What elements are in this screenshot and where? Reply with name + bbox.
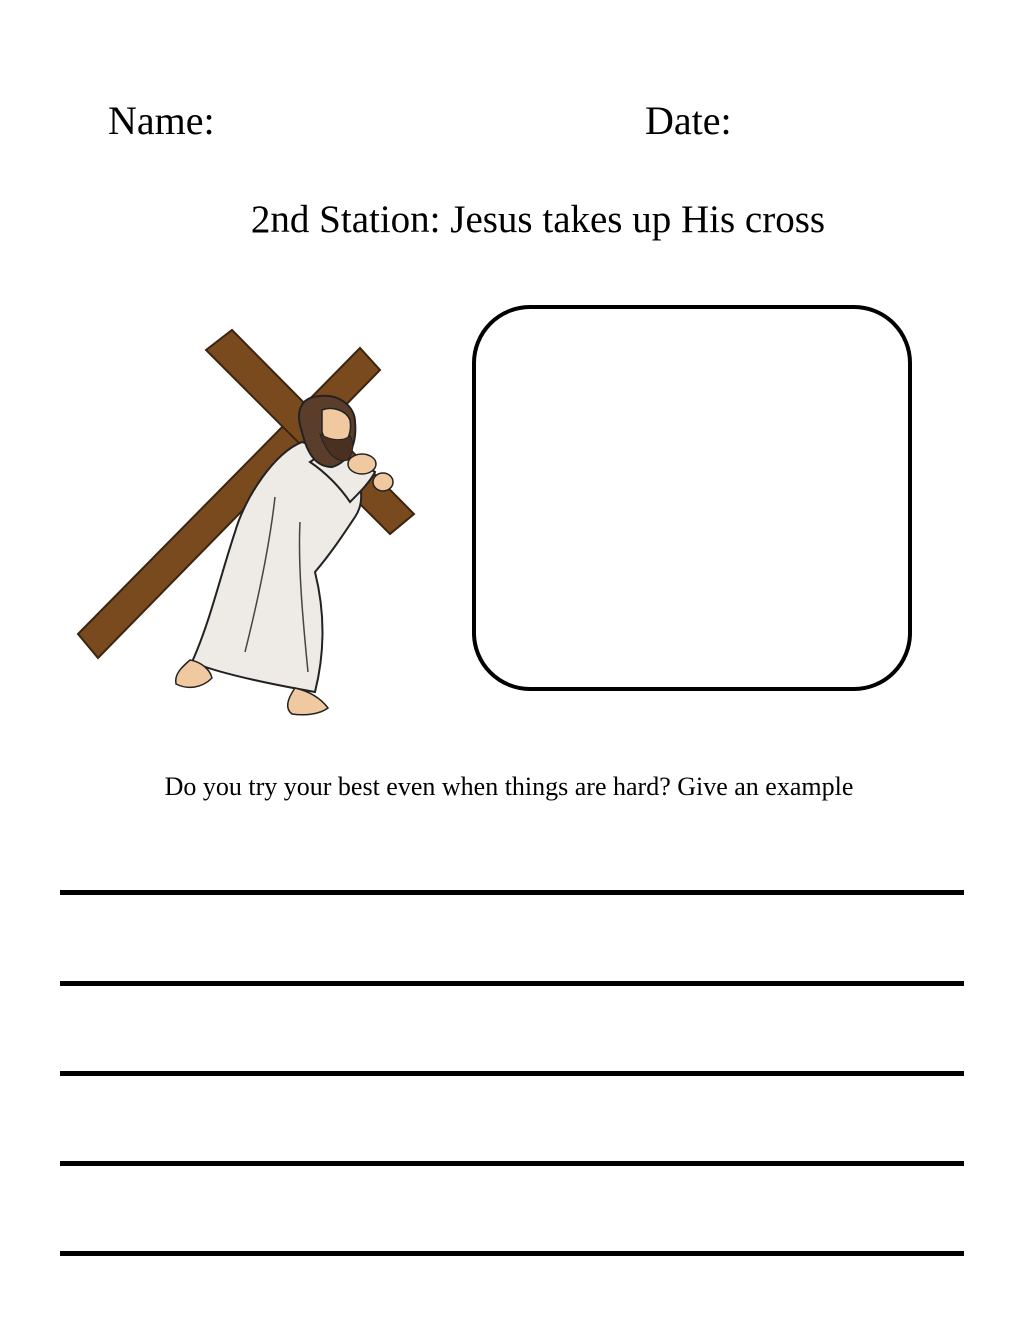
writing-line[interactable] — [60, 1251, 964, 1256]
writing-line[interactable] — [60, 1071, 964, 1076]
question-prompt: Do you try your best even when things are hard? Give an example — [164, 772, 854, 801]
hand — [348, 454, 376, 474]
foot — [288, 688, 328, 715]
page-title: 2nd Station: Jesus takes up His cross — [250, 198, 826, 241]
writing-line[interactable] — [60, 1161, 964, 1166]
date-label: Date: — [645, 98, 732, 143]
writing-line[interactable] — [60, 981, 964, 986]
drawing-box[interactable] — [472, 305, 912, 691]
jesus-carrying-cross-icon — [70, 322, 430, 722]
name-label: Name: — [108, 98, 215, 143]
hand — [373, 473, 393, 491]
writing-line[interactable] — [60, 890, 964, 895]
